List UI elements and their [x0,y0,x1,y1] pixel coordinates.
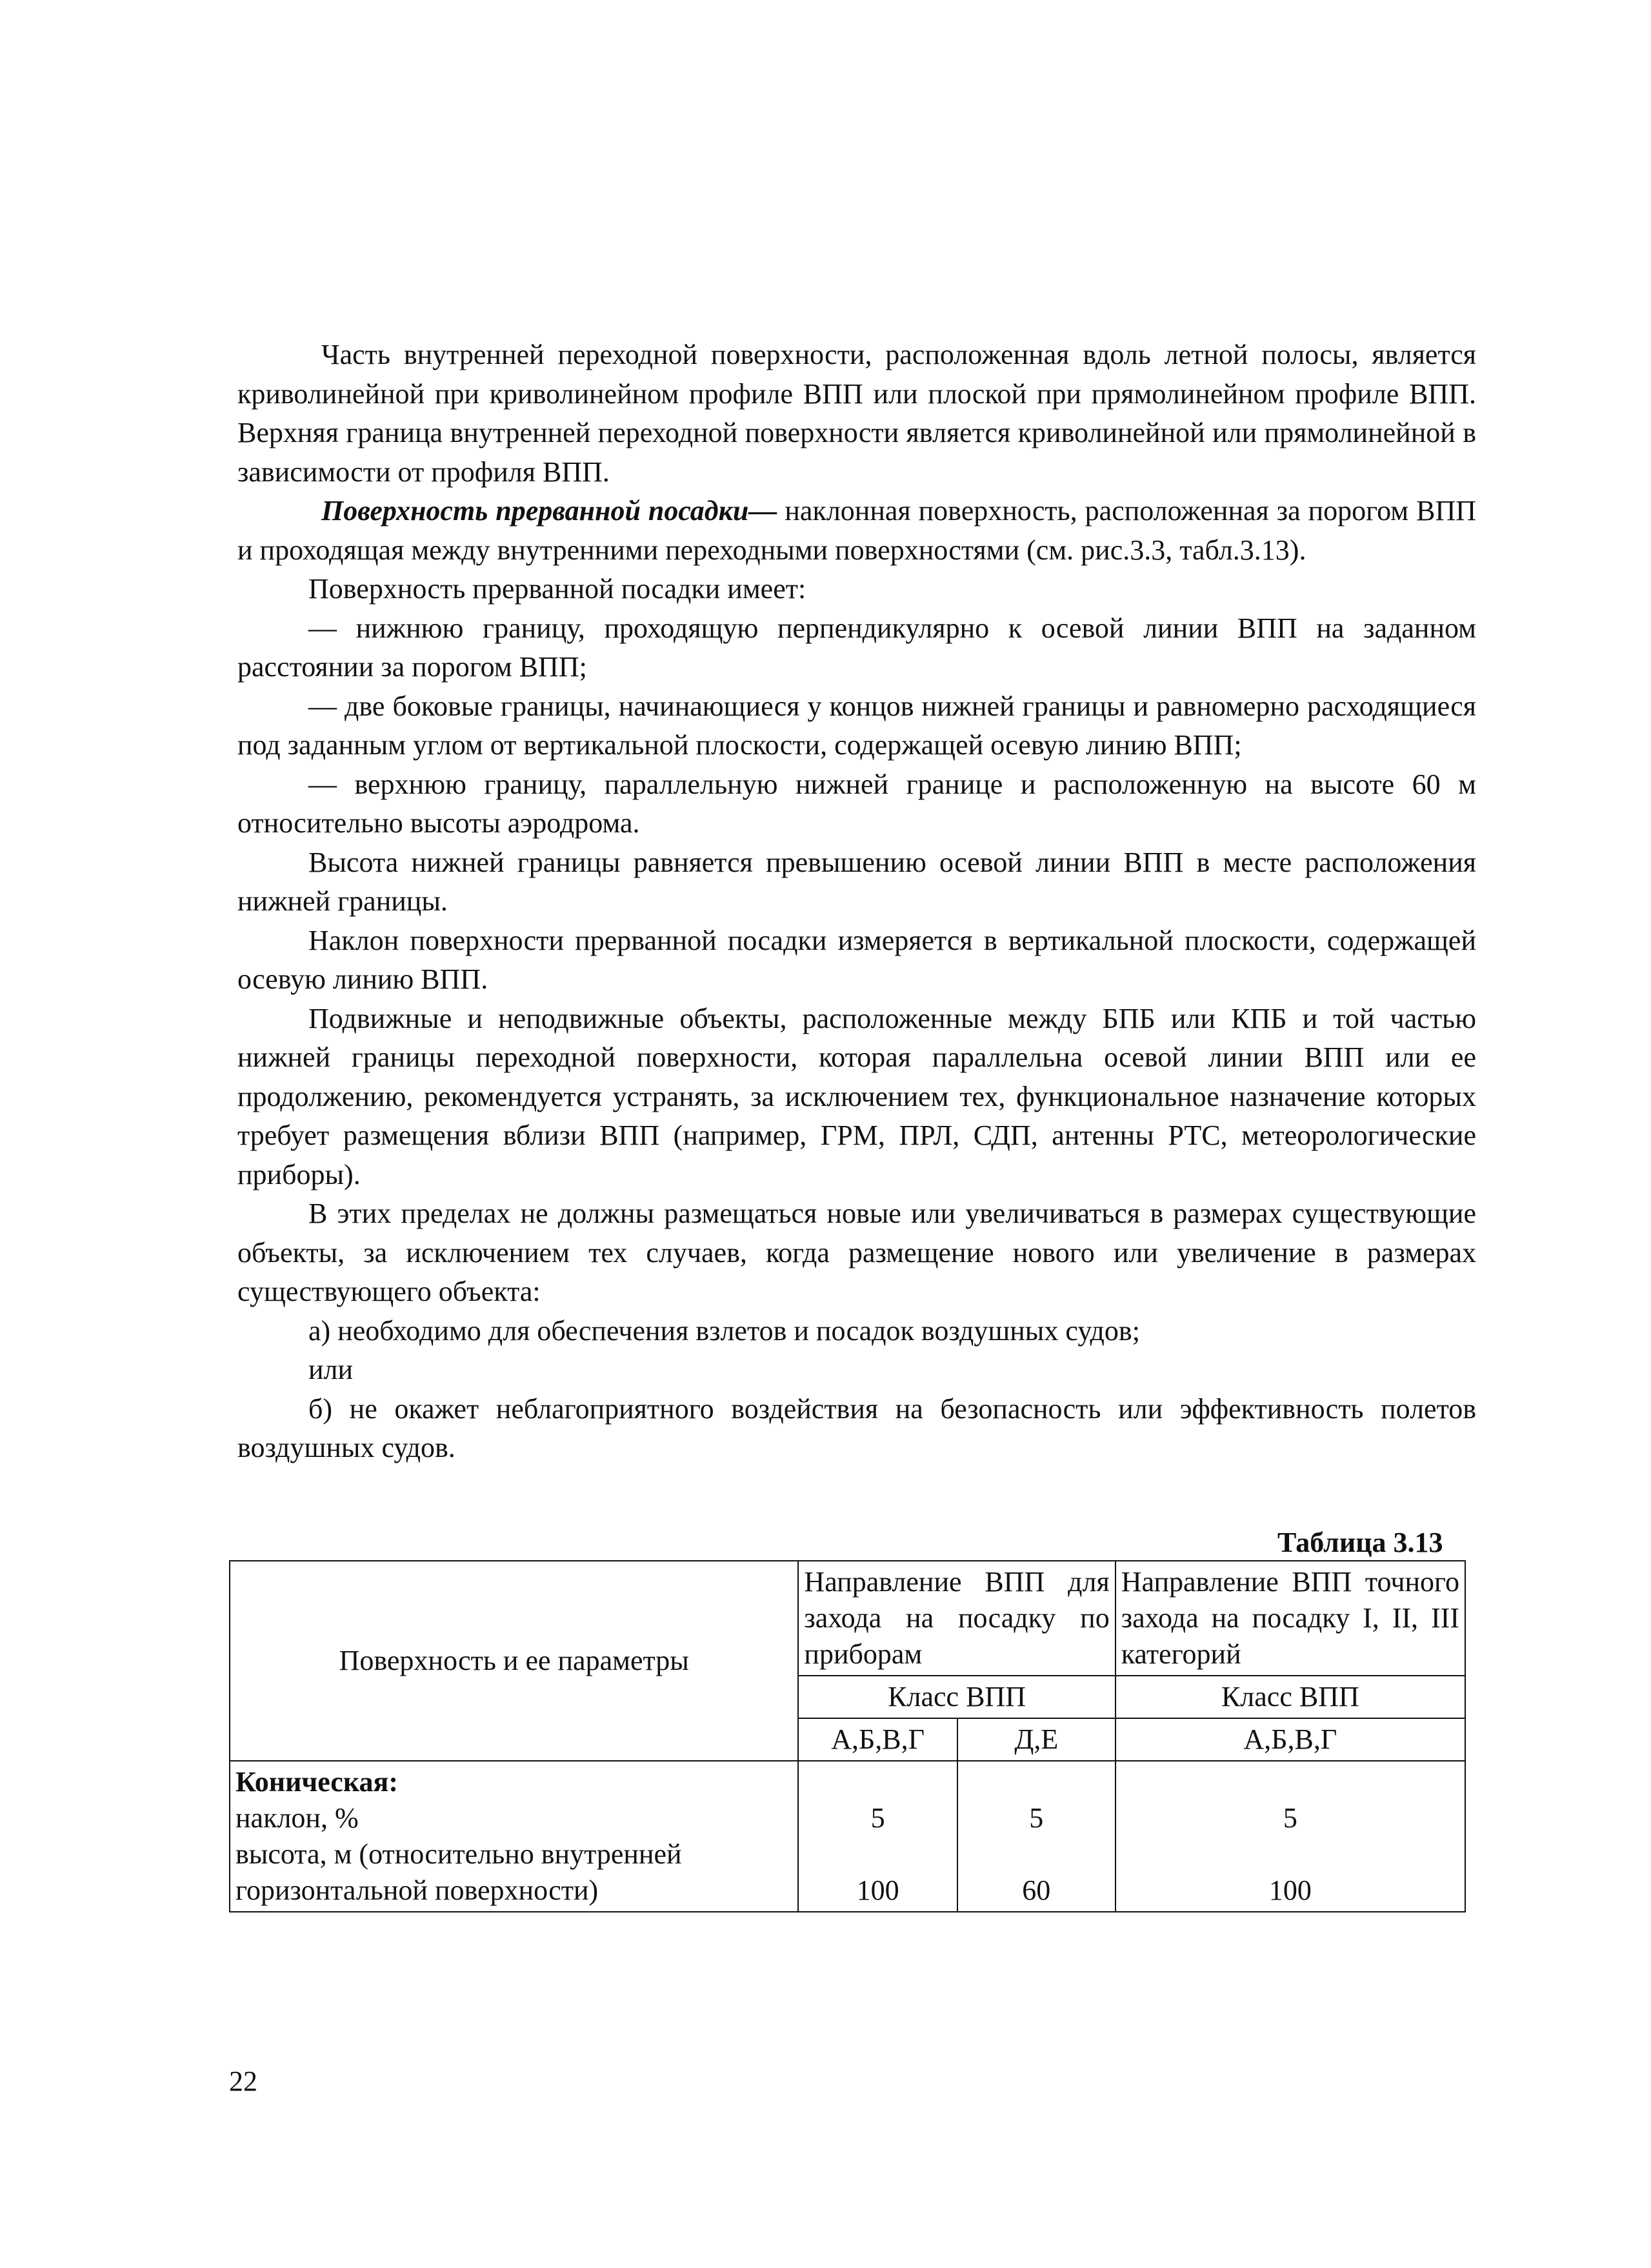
paragraph-7: Высота нижней границы равняется превышению осевой линии ВПП в месте расположения нижней границы. [237,846,1476,917]
value-height-1: 100 [856,1874,899,1906]
header-instrument-approach: Направление ВПП для захода на посадку по приборам [798,1561,1115,1676]
value-slope-2: 5 [1029,1802,1044,1834]
header-sub-abvg-1: А,Б,В,Г [798,1718,957,1761]
header-sub-abvg-2: А,Б,В,Г [1116,1718,1465,1761]
value-cell-2 [957,1761,1116,1912]
surface-parameters-table [229,1560,1466,1912]
table-row [230,1761,1465,1912]
body-text [237,336,1476,1468]
row-title: Коническая: [235,1766,398,1798]
paragraph-1: Часть внутренней переходной поверхности, расположенная вдоль летной полосы, является криволинейной при криволинейном профиле ВПП или плоской при прямолинейном профиле ВПП. Верхняя граница внутренней переходной поверхности является криволинейной или прямолинейной в зависимости от профиля ВПП. [237,339,1476,488]
row-param-height: высота, м (относительно внутренней горизонтальной поверхности) [235,1838,682,1906]
paragraph-2-text: наклонная поверхность, расположенная за порогом ВПП и проходящая между внутренними переходными поверхностями (см. рис.3.3, табл.3.13). [237,495,1476,566]
paragraph-5: — две боковые границы, начинающиеся у концов нижней границы и равномерно расходящиеся под заданным углом от вертикальной плоскости, содержащей осевую линию ВПП; [237,690,1476,761]
header-precision-approach: Направление ВПП точного захода на посадку I, II, III категорий [1116,1561,1465,1676]
table-caption: Таблица 3.13 [1277,1527,1443,1558]
header-class-1: Класс ВПП [798,1676,1115,1718]
paragraph-13: б) не окажет неблагоприятного воздействия на безопасность или эффективность полетов воздушных судов. [237,1392,1476,1463]
header-sub-de: Д,Е [957,1718,1116,1761]
value-cell-1 [798,1761,957,1912]
term-heading: Поверхность прерванной посадки— [321,495,777,527]
paragraph-3: Поверхность прерванной посадки имеет: [308,573,806,605]
paragraph-12: или [308,1354,354,1385]
header-class-2: Класс ВПП [1116,1676,1465,1718]
table-header-row-1 [230,1561,1465,1676]
page-number: 22 [229,2065,257,2097]
value-height-2: 60 [1022,1874,1051,1906]
paragraph-6: — верхнюю границу, параллельную нижней границе и расположенную на высоте 60 м относительно высоты аэродрома. [237,768,1476,839]
value-slope-3: 5 [1283,1802,1297,1834]
row-param-slope: наклон, % [235,1802,359,1834]
paragraph-10: В этих пределах не должны размещаться новые или увеличиваться в размерах существующие объекты, за исключением тех случаев, когда размещение нового или увеличение в размерах существующего объекта: [237,1198,1476,1307]
paragraph-9: Подвижные и неподвижные объекты, расположенные между БПБ или КПБ и той частью нижней границы переходной поверхности, которая параллельна осевой линии ВПП или ее продолжению, рекомендуется устранять, за исключением тех, функциональное назначение которых требует размещения вблизи ВПП (например, ГРМ, ПРЛ, СДП, антенны РТС, метеорологические приборы). [237,1002,1476,1190]
header-surface-params: Поверхность и ее параметры [230,1561,798,1761]
paragraph-8: Наклон поверхности прерванной посадки измеряется в вертикальной плоскости, содержащей осевую линию ВПП. [237,924,1476,995]
paragraph-4: — нижнюю границу, проходящую перпендикулярно к осевой линии ВПП на заданном расстоянии за порогом ВПП; [237,612,1476,683]
paragraph-2 [237,492,1476,570]
paragraph-11: а) необходимо для обеспечения взлетов и посадок воздушных судов; [308,1314,1140,1347]
value-slope-1: 5 [870,1802,885,1834]
value-cell-3 [1116,1761,1465,1912]
value-height-3: 100 [1268,1874,1312,1906]
row-param-cell [230,1761,798,1912]
